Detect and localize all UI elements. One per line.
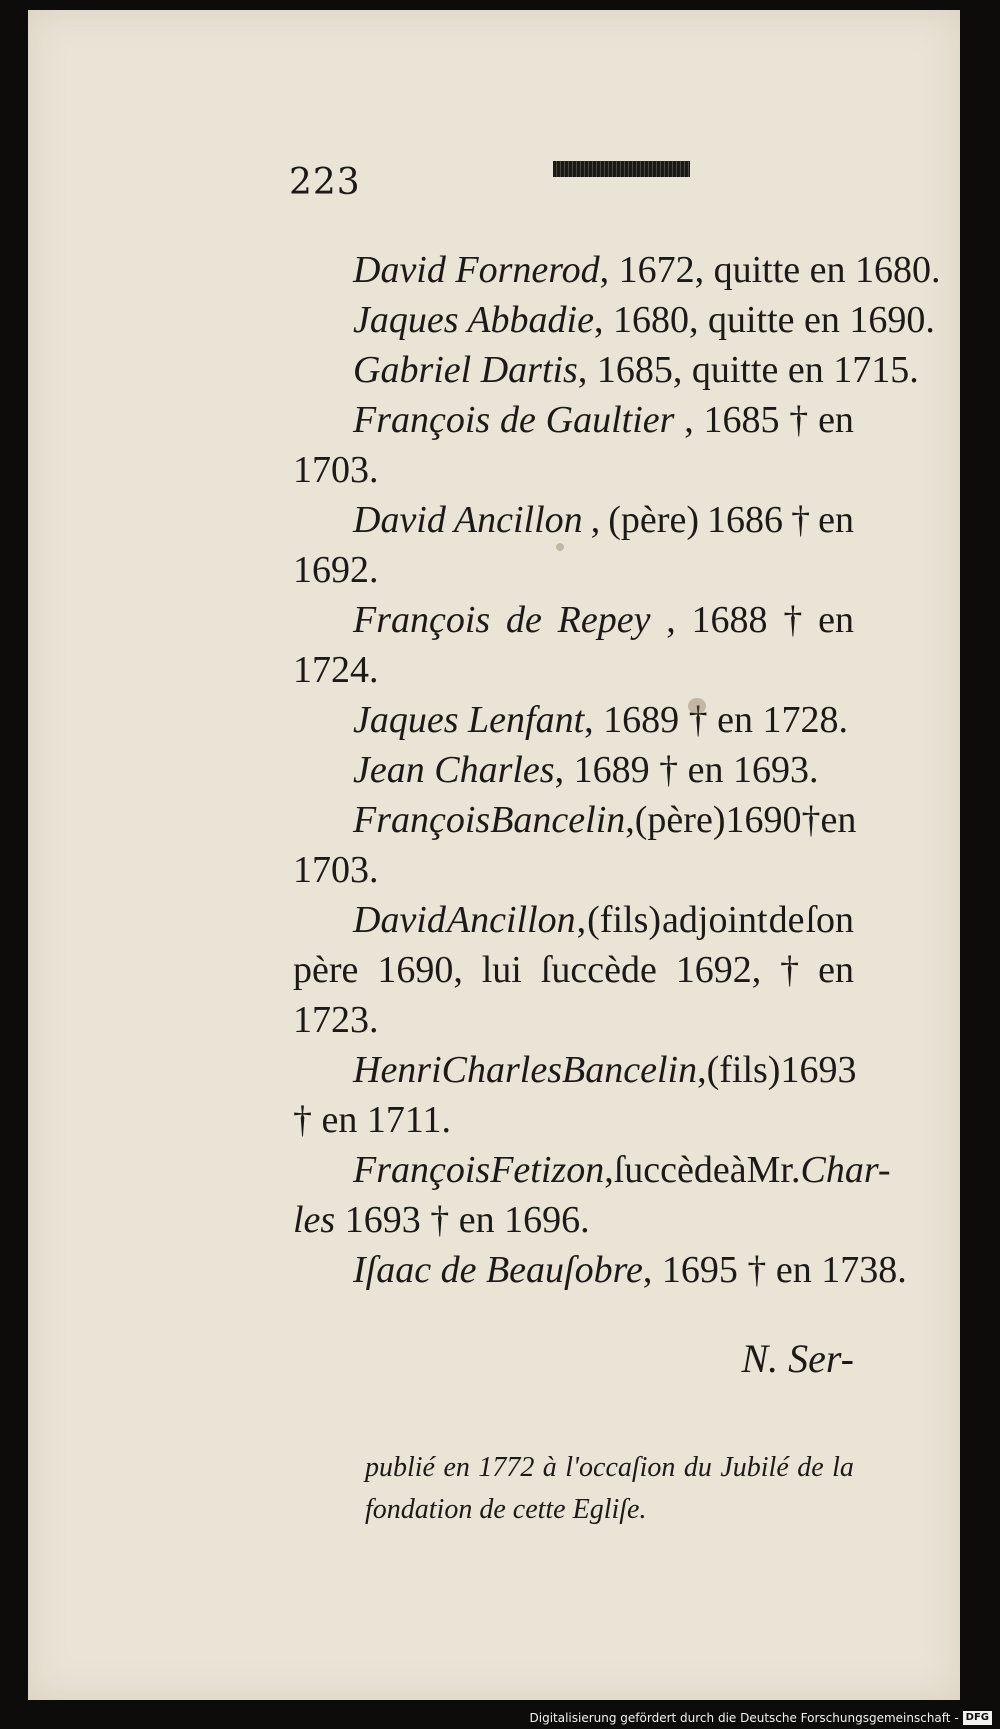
entry-line	[353, 798, 857, 842]
digitization-credit	[530, 1711, 993, 1725]
entry-word: ſuccède	[613, 1149, 730, 1191]
footnote-word: Jubilé	[720, 1452, 789, 1483]
footnote-word: en	[443, 1452, 470, 1483]
person-name: Gabriel Dartis	[353, 349, 578, 391]
person-name-word: Ancillon	[453, 499, 583, 541]
entry-line	[353, 498, 854, 542]
person-name-word: Henri	[353, 1049, 442, 1091]
entry-word: ,	[666, 599, 676, 641]
footnote-word: la	[832, 1452, 854, 1483]
entry-word: 1685	[703, 399, 780, 441]
footnote-word: de	[797, 1452, 824, 1483]
entry-word: (fils)	[706, 1049, 781, 1091]
footnote-word: du	[683, 1452, 712, 1483]
entry-line	[353, 698, 854, 742]
entry-text: , 1695 † en 1738.	[642, 1249, 907, 1291]
person-name-word: Repey	[557, 599, 651, 641]
person-name-word: Fetizon	[490, 1149, 605, 1191]
entry-text: 1723.	[293, 999, 379, 1041]
entry-text: , 1672, quitte en 1680.	[599, 249, 941, 291]
entry-line	[353, 248, 941, 292]
entry-word: en	[818, 399, 854, 441]
entry-word: ,	[590, 499, 601, 541]
entry-word: père	[293, 949, 359, 991]
entry-word: en	[818, 949, 854, 991]
entry-text: , 1689 † en 1693.	[554, 749, 819, 791]
entry-word: †	[783, 599, 803, 641]
person-name-word: Ancillon	[446, 899, 576, 941]
entry-text: , 1685, quitte en 1715.	[577, 349, 919, 391]
person-name-word: François	[353, 399, 491, 441]
entry-word: (fils)	[587, 899, 662, 941]
footnote-word: l'occaſion	[565, 1452, 676, 1483]
entry-word: ,	[604, 1149, 614, 1191]
entry-text: 1703.	[293, 449, 379, 491]
entry-word: 1688	[691, 599, 768, 641]
entry-line	[353, 898, 854, 942]
footnote-word: à	[542, 1452, 557, 1483]
entry-line	[353, 348, 919, 392]
person-name: Iſaac de Beauſobre	[353, 1249, 643, 1291]
entry-word: (père)	[608, 499, 699, 541]
footnote-line-2: fondation de cette Egliſe.	[365, 1494, 647, 1525]
entry-line	[353, 1248, 907, 1292]
entry-word: †	[789, 399, 809, 441]
person-name-word: François	[353, 799, 491, 841]
entry-line	[353, 398, 854, 442]
entry-line	[293, 1098, 854, 1142]
person-name: les	[293, 1199, 336, 1241]
entry-text: , 1689 † en 1728.	[584, 699, 849, 741]
entry-word: †	[780, 949, 800, 991]
person-name-word: François	[353, 1149, 491, 1191]
entry-word: 1693	[780, 1049, 857, 1091]
entry-word: de	[768, 899, 805, 941]
entry-text: , 1680, quitte en 1690.	[593, 299, 935, 341]
person-name-word: Bancelin	[562, 1049, 698, 1091]
dfg-logo: DFG	[963, 1711, 992, 1725]
entry-word: ,	[697, 1049, 707, 1091]
entry-line	[293, 648, 854, 692]
person-name: David Fornerod	[353, 249, 600, 291]
book-page	[28, 10, 960, 1700]
entry-line	[293, 448, 854, 492]
footnote-word: 1772	[478, 1452, 535, 1483]
entry-word: ,	[684, 399, 694, 441]
page-number: 223	[289, 162, 361, 203]
entry-line	[353, 748, 854, 792]
paper-stain	[688, 698, 706, 714]
entry-word: 1686	[707, 499, 784, 541]
entry-word: 1690	[725, 799, 802, 841]
person-name: Jaques Abbadie	[353, 299, 594, 341]
entry-text: 1693 † en 1696.	[335, 1199, 590, 1241]
entry-line	[293, 548, 854, 592]
entry-text: 1692.	[293, 549, 379, 591]
entry-word: à	[729, 1149, 747, 1191]
person-name: Jaques Lenfant	[353, 699, 585, 741]
entry-line	[293, 1198, 854, 1242]
entry-line	[293, 848, 854, 892]
header-ornament	[553, 161, 690, 177]
person-name-word: David	[353, 899, 446, 941]
entry-line	[353, 1148, 891, 1192]
entry-line	[353, 1048, 857, 1092]
footnote-line-1	[365, 1450, 854, 1486]
entry-word: ſon	[805, 899, 854, 941]
person-name-word: de	[506, 599, 542, 641]
entry-word: Mr.	[746, 1149, 801, 1191]
entry-word: en	[820, 799, 857, 841]
credit-text: Digitalisierung gefördert durch die Deutsche Forschungsgemeinschaft -	[529, 1711, 959, 1725]
person-name-word: Charles	[441, 1049, 563, 1091]
entry-word: adjoint	[662, 899, 768, 941]
entry-word: 1692,	[675, 949, 762, 991]
person-name-word: François	[353, 599, 491, 641]
entry-line	[293, 948, 854, 992]
entry-word: †	[801, 799, 821, 841]
entry-word: ,	[625, 799, 635, 841]
catchword: N. Ser-	[741, 1336, 854, 1381]
entry-line	[353, 298, 935, 342]
entry-word: en	[818, 599, 854, 641]
person-name-word: Gaultier	[545, 399, 675, 441]
entry-word: en	[818, 499, 854, 541]
entry-line	[293, 998, 854, 1042]
entry-word: (père)	[634, 799, 726, 841]
entry-text: 1724.	[293, 649, 379, 691]
entry-word: †	[791, 499, 811, 541]
person-name-word: Bancelin	[490, 799, 626, 841]
entry-word: ,	[576, 899, 587, 941]
entry-word: ſuccède	[540, 949, 657, 991]
entry-line	[353, 598, 854, 642]
footnote-word: publié	[365, 1452, 435, 1483]
entry-text: 1703.	[293, 849, 379, 891]
entry-text: † en 1711.	[293, 1099, 451, 1141]
person-name-word: Char-	[800, 1149, 891, 1191]
entry-word: 1690,	[377, 949, 463, 991]
entry-word: lui	[481, 949, 522, 991]
person-name: Jean Charles	[353, 749, 555, 791]
person-name-word: David	[353, 499, 446, 541]
paper-stain	[556, 543, 564, 551]
person-name-word: de	[500, 399, 536, 441]
